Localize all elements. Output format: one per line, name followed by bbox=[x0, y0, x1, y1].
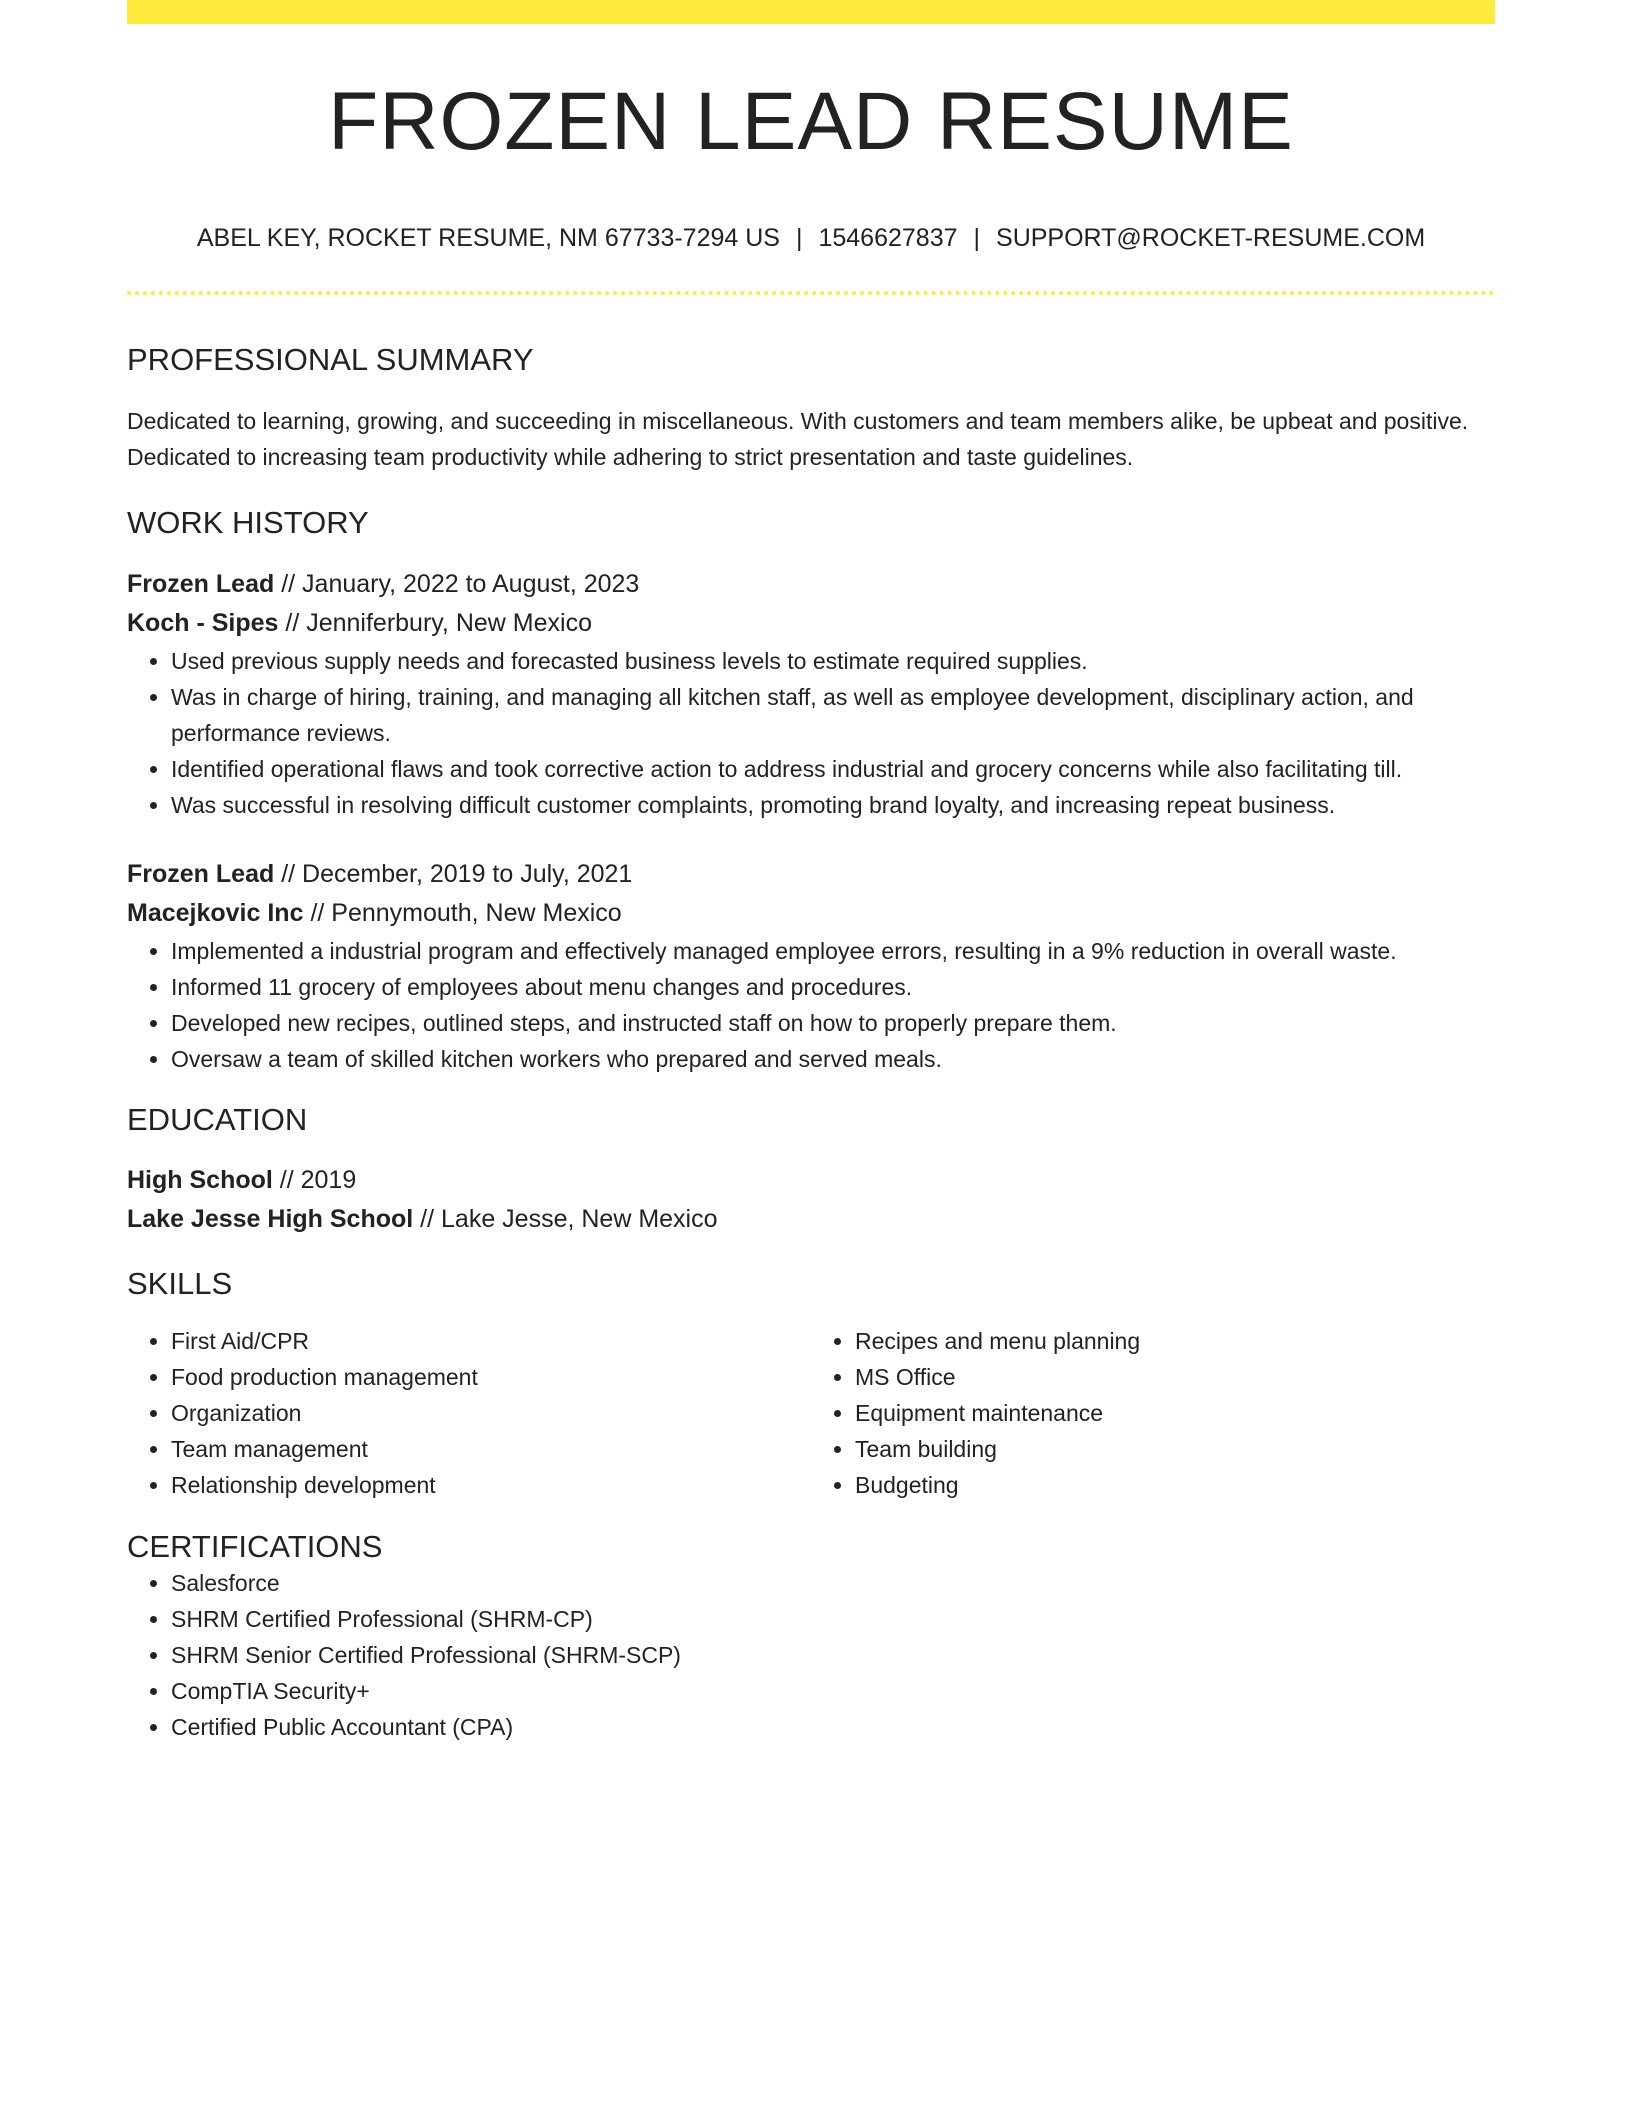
list-item: • Identified operational flaws and took corrective action to address industrial and grocery concerns while also facilitating till. bbox=[171, 751, 1495, 787]
job-company-line bbox=[127, 894, 1495, 933]
list-item: • Oversaw a team of skilled kitchen workers who prepared and served meals. bbox=[171, 1041, 1495, 1077]
list-item: • Informed 11 grocery of employees about menu changes and procedures. bbox=[171, 969, 1495, 1005]
job-title: Frozen Lead bbox=[127, 860, 275, 889]
job-title-line bbox=[127, 855, 1495, 894]
contact-address: ABEL KEY, ROCKET RESUME, NM 67733-7294 US bbox=[196, 224, 780, 252]
summary-text: Dedicated to learning, growing, and succeeding in miscellaneous. With customers and team members alike, be upbeat and positive. Dedicated to increasing team productivity while adhering to strict presentation and taste guidelines. bbox=[127, 408, 1469, 471]
skill-item: • Team management bbox=[171, 1431, 811, 1467]
skill-item: • Equipment maintenance bbox=[855, 1395, 1495, 1431]
skill-item: • Relationship development bbox=[171, 1467, 811, 1503]
job-bullets bbox=[127, 643, 1495, 823]
resume-content bbox=[127, 0, 1495, 1745]
list-item: • Developed new recipes, outlined steps, and instructed staff on how to properly prepare them. bbox=[171, 1005, 1495, 1041]
skills-heading: SKILLS bbox=[127, 1265, 233, 1301]
contact-email: SUPPORT@ROCKET-RESUME.COM bbox=[996, 224, 1426, 252]
job-location: // Jenniferbury, New Mexico bbox=[285, 609, 592, 638]
skill-item: • MS Office bbox=[855, 1359, 1495, 1395]
page-title: FROZEN LEAD RESUME bbox=[328, 76, 1294, 167]
skills-grid bbox=[127, 1323, 1495, 1503]
certification-item: • CompTIA Security+ bbox=[171, 1673, 1495, 1709]
job-title-line bbox=[127, 565, 1495, 604]
certification-item: • Salesforce bbox=[171, 1565, 1495, 1601]
skills-list-left bbox=[127, 1323, 811, 1503]
certification-item: • Certified Public Accountant (CPA) bbox=[171, 1709, 1495, 1745]
skill-item: • Food production management bbox=[171, 1359, 811, 1395]
job-dates: // December, 2019 to July, 2021 bbox=[281, 860, 633, 889]
certification-item: • SHRM Certified Professional (SHRM-CP) bbox=[171, 1601, 1495, 1637]
education-location: // Lake Jesse, New Mexico bbox=[420, 1204, 718, 1233]
job-company: Macejkovic Inc bbox=[127, 899, 304, 928]
contact-separator: | bbox=[795, 224, 803, 252]
list-item: • Was successful in resolving difficult customer complaints, promoting brand loyalty, and increasing repeat business. bbox=[171, 787, 1495, 823]
dotted-divider bbox=[127, 291, 1495, 295]
job-entry bbox=[127, 565, 1495, 823]
summary-heading: PROFESSIONAL SUMMARY bbox=[127, 342, 534, 377]
skill-item: • Budgeting bbox=[855, 1467, 1495, 1503]
list-item: • Used previous supply needs and forecasted business levels to estimate required supplies. bbox=[171, 643, 1495, 679]
work-history-heading: WORK HISTORY bbox=[127, 505, 369, 541]
job-company: Koch - Sipes bbox=[127, 609, 279, 638]
job-bullets bbox=[127, 933, 1495, 1077]
list-item: • Implemented a industrial program and effectively managed employee errors, resulting in a 9% reduction in overall waste. bbox=[171, 933, 1495, 969]
education-school: Lake Jesse High School bbox=[127, 1204, 414, 1233]
skill-item: • Recipes and menu planning bbox=[855, 1323, 1495, 1359]
skill-item: • Organization bbox=[171, 1395, 811, 1431]
education-year: // 2019 bbox=[279, 1165, 357, 1194]
education-entry bbox=[127, 1161, 1495, 1239]
contact-phone: 1546627837 bbox=[818, 224, 958, 252]
education-school-line bbox=[127, 1200, 1495, 1239]
job-title: Frozen Lead bbox=[127, 570, 275, 599]
certifications-list bbox=[127, 1565, 1495, 1745]
job-entry bbox=[127, 855, 1495, 1077]
certification-item: • SHRM Senior Certified Professional (SHRM-SCP) bbox=[171, 1637, 1495, 1673]
education-degree-line bbox=[127, 1161, 1495, 1200]
list-item: • Was in charge of hiring, training, and managing all kitchen staff, as well as employee development, disciplinary action, and performance reviews. bbox=[171, 679, 1495, 751]
skills-list-right bbox=[811, 1323, 1495, 1503]
education-heading: EDUCATION bbox=[127, 1102, 308, 1138]
job-company-line bbox=[127, 604, 1495, 643]
skill-item: • Team building bbox=[855, 1431, 1495, 1467]
education-degree: High School bbox=[127, 1165, 273, 1194]
job-location: // Pennymouth, New Mexico bbox=[310, 899, 622, 928]
contact-separator: | bbox=[973, 224, 981, 252]
top-accent-bar bbox=[127, 0, 1495, 24]
certifications-heading: CERTIFICATIONS bbox=[127, 1528, 383, 1564]
job-dates: // January, 2022 to August, 2023 bbox=[281, 570, 640, 599]
contact-line bbox=[127, 223, 1495, 253]
skill-item: • First Aid/CPR bbox=[171, 1323, 811, 1359]
